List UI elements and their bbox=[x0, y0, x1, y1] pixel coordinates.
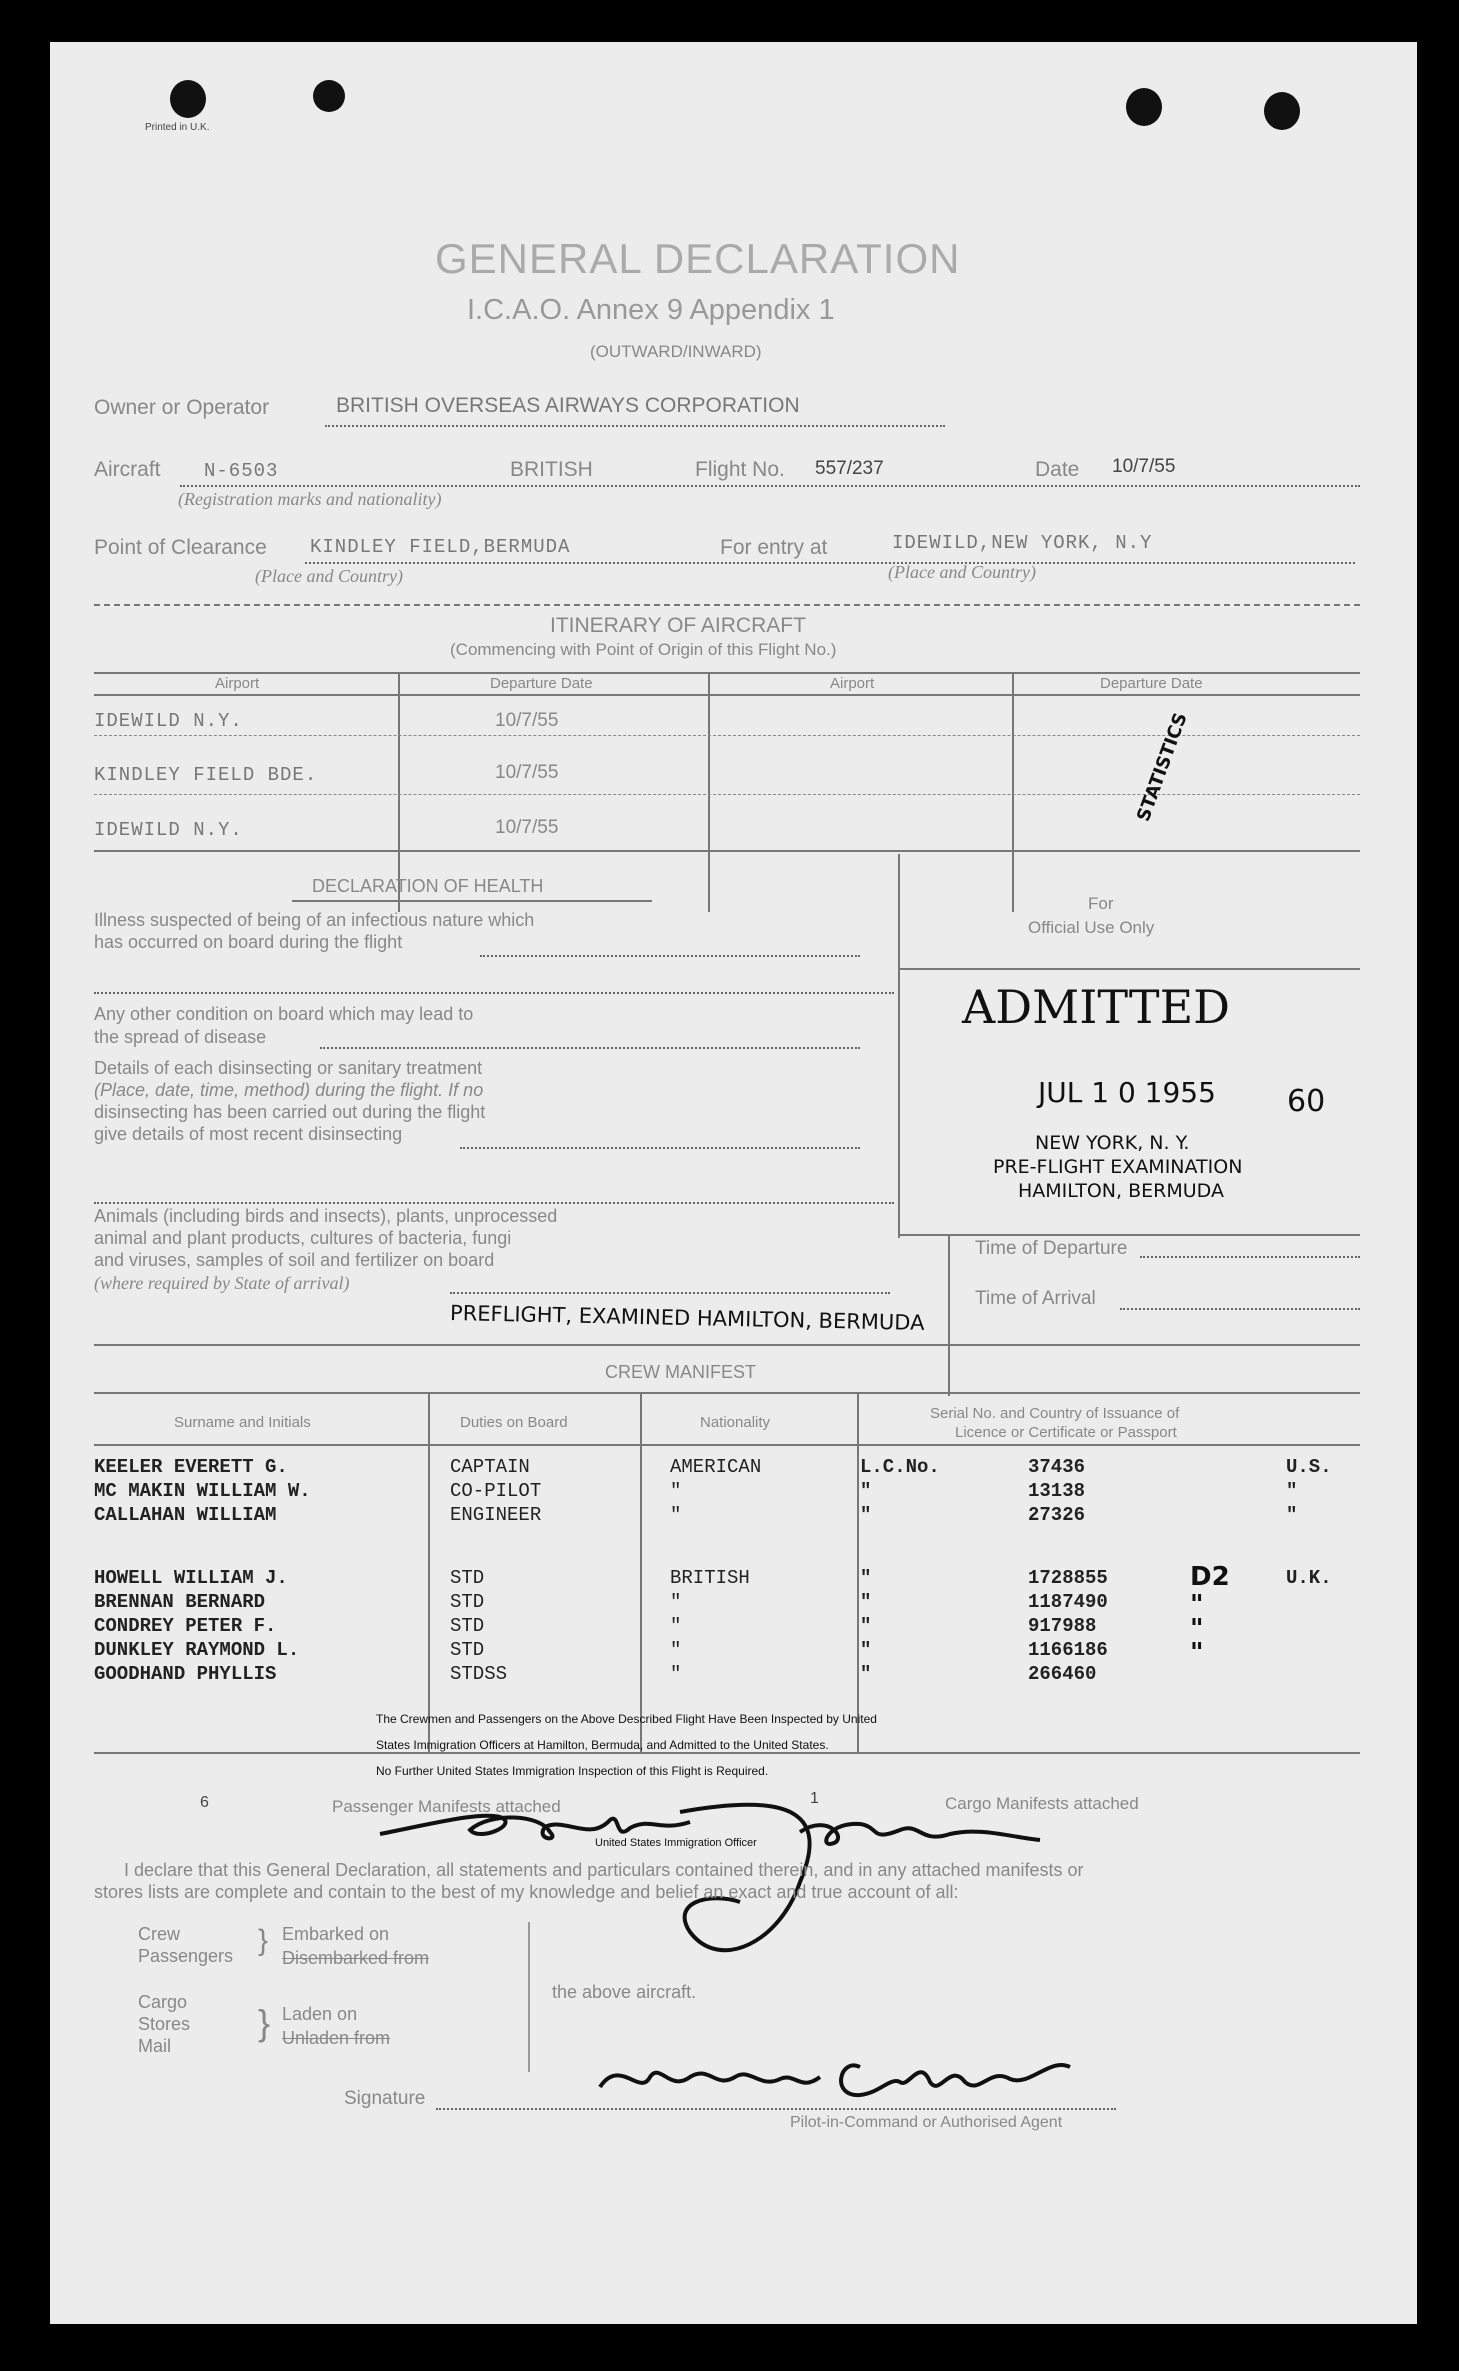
itinerary-header-airport-2: Airport bbox=[830, 675, 875, 692]
form-title: GENERAL DECLARATION bbox=[435, 235, 961, 282]
inspection-line: The Crewmen and Passengers on the Above Described Flight Have Been Inspected by United bbox=[376, 1712, 877, 1726]
entry-note: (Place and Country) bbox=[888, 562, 1036, 582]
checklist-suffix: the above aircraft. bbox=[552, 1982, 697, 2002]
crew-header-nationality: Nationality bbox=[700, 1414, 771, 1431]
punch-hole bbox=[313, 80, 345, 112]
checklist-item: Passengers bbox=[138, 1946, 234, 1966]
checklist-item: Stores bbox=[138, 2014, 191, 2034]
checklist-item: Crew bbox=[138, 1924, 181, 1944]
health-question-line: animal and plant products, cultures of bacteria, fungi bbox=[94, 1228, 512, 1248]
date-label: Date bbox=[1035, 458, 1080, 481]
cargo-manifest-count: 1 bbox=[810, 1790, 819, 1807]
health-question-line: and viruses, samples of soil and fertilizer on board bbox=[94, 1250, 495, 1270]
checklist-brace: } bbox=[258, 2002, 271, 2043]
inspection-line: States Immigration Officers at Hamilton, Bermuda, and Admitted to the United States. bbox=[376, 1738, 829, 1752]
punch-hole bbox=[170, 80, 206, 118]
crew-name: DUNKLEY RAYMOND L. bbox=[94, 1639, 300, 1661]
crew-country: " bbox=[1286, 1504, 1298, 1526]
crew-name: BRENNAN BERNARD bbox=[94, 1591, 266, 1613]
crew-duty: ENGINEER bbox=[450, 1504, 542, 1526]
itinerary-row-airport: IDEWILD N.Y. bbox=[94, 819, 243, 841]
passenger-manifest-count: 6 bbox=[200, 1794, 209, 1811]
crew-duty: CO-PILOT bbox=[450, 1480, 542, 1502]
date-value: 10/7/55 bbox=[1112, 456, 1176, 477]
aircraft-label: Aircraft bbox=[94, 458, 161, 481]
crew-serial: 1187490 bbox=[1028, 1591, 1108, 1613]
health-question-line: (Place, date, time, method) during the flight. If no bbox=[94, 1080, 484, 1100]
clearance-note: (Place and Country) bbox=[255, 566, 403, 586]
crew-annotation: " bbox=[1190, 1614, 1204, 1644]
crew-duty: STD bbox=[450, 1615, 485, 1637]
crew-serial: 13138 bbox=[1028, 1480, 1086, 1502]
departure-time-label: Time of Departure bbox=[975, 1238, 1128, 1259]
crew-country: " bbox=[1286, 1480, 1298, 1502]
crew-nationality: " bbox=[670, 1591, 682, 1613]
arrival-time-label: Time of Arrival bbox=[975, 1288, 1096, 1309]
clearance-value: KINDLEY FIELD,BERMUDA bbox=[310, 536, 571, 558]
health-question-line: Any other condition on board which may lead to bbox=[94, 1004, 474, 1024]
itinerary-header-departure-2: Departure Date bbox=[1100, 675, 1203, 692]
crew-serial: 266460 bbox=[1028, 1663, 1097, 1685]
crew-name: KEELER EVERETT G. bbox=[94, 1456, 288, 1478]
crew-serial: 37436 bbox=[1028, 1456, 1086, 1478]
crew-nationality: " bbox=[670, 1615, 682, 1637]
form-subtitle: I.C.A.O. Annex 9 Appendix 1 bbox=[467, 294, 835, 326]
owner-value: BRITISH OVERSEAS AIRWAYS CORPORATION bbox=[336, 394, 800, 417]
crew-duty: CAPTAIN bbox=[450, 1456, 530, 1478]
declaration-text: I declare that this General Declaration, all statements and particulars contained therein, and in any attached manifests or bbox=[124, 1860, 1084, 1880]
inspection-line: No Further United States Immigration Inspection of this Flight is Required. bbox=[376, 1764, 769, 1778]
crew-serial: 1728855 bbox=[1028, 1567, 1108, 1589]
health-question-line: Animals (including birds and insects), plants, unprocessed bbox=[94, 1206, 558, 1226]
checklist-item: Unladen from bbox=[282, 2028, 391, 2048]
crew-country: U.K. bbox=[1286, 1567, 1332, 1589]
crew-licence-prefix: " bbox=[860, 1504, 872, 1526]
owner-label: Owner or Operator bbox=[94, 396, 270, 419]
crew-name: GOODHAND PHYLLIS bbox=[94, 1663, 277, 1685]
itinerary-row-date: 10/7/55 bbox=[495, 710, 559, 731]
checklist-item: Disembarked from bbox=[282, 1948, 430, 1968]
crew-serial: 27326 bbox=[1028, 1504, 1086, 1526]
cargo-manifest-label: Cargo Manifests attached bbox=[945, 1794, 1139, 1813]
aircraft-registration: N-6503 bbox=[204, 460, 279, 482]
entry-value: IDEWILD,NEW YORK, N.Y bbox=[892, 532, 1153, 554]
itinerary-row-date: 10/7/55 bbox=[495, 817, 559, 838]
checklist-brace: } bbox=[258, 1924, 269, 1957]
admitted-stamp: ADMITTED bbox=[962, 980, 1231, 1034]
health-title: DECLARATION OF HEALTH bbox=[312, 876, 544, 896]
crew-nationality: " bbox=[670, 1663, 682, 1685]
punch-hole bbox=[1126, 88, 1162, 126]
crew-nationality: " bbox=[670, 1504, 682, 1526]
crew-licence-prefix: " bbox=[860, 1591, 872, 1613]
crew-duty: STD bbox=[450, 1567, 485, 1589]
officer-label: United States Immigration Officer bbox=[595, 1837, 757, 1849]
printer-mark: Printed in U.K. bbox=[145, 122, 210, 133]
flight-label: Flight No. bbox=[695, 458, 785, 481]
crew-header-duties: Duties on Board bbox=[460, 1414, 568, 1431]
crew-duty: STD bbox=[450, 1591, 485, 1613]
declaration-form bbox=[50, 42, 1417, 2324]
direction-note: (OUTWARD/INWARD) bbox=[590, 342, 762, 361]
checklist-item: Laden on bbox=[282, 2004, 358, 2024]
signature-label: Signature bbox=[344, 2088, 426, 2109]
crew-nationality: " bbox=[670, 1639, 682, 1661]
passenger-manifest-label: Passenger Manifests attached bbox=[332, 1797, 561, 1816]
crew-country: U.S. bbox=[1286, 1456, 1332, 1478]
pilot-signature bbox=[590, 2037, 1110, 2117]
clearance-label: Point of Clearance bbox=[94, 536, 267, 559]
crew-annotation: D2 bbox=[1190, 1562, 1230, 1592]
crew-licence-prefix: " bbox=[860, 1567, 872, 1589]
itinerary-subtitle: (Commencing with Point of Origin of this Flight No.) bbox=[450, 640, 837, 659]
punch-hole bbox=[1264, 92, 1300, 130]
entry-label: For entry at bbox=[720, 536, 828, 559]
signature-note: Pilot-in-Command or Authorised Agent bbox=[790, 2114, 1063, 2131]
statistics-stamp: STATISTICS bbox=[1133, 710, 1192, 825]
crew-header-serial: Serial No. and Country of Issuance of bbox=[930, 1405, 1180, 1422]
itinerary-row-airport: IDEWILD N.Y. bbox=[94, 710, 243, 732]
crew-licence-prefix: " bbox=[860, 1615, 872, 1637]
admitted-place: NEW YORK, N. Y. bbox=[1035, 1132, 1190, 1154]
health-question-line: has occurred on board during the flight bbox=[94, 932, 403, 952]
crew-header-name: Surname and Initials bbox=[174, 1414, 311, 1431]
admitted-place: PRE-FLIGHT EXAMINATION bbox=[993, 1156, 1243, 1178]
itinerary-title: ITINERARY OF AIRCRAFT bbox=[550, 614, 806, 637]
health-question-line: (where required by State of arrival) bbox=[94, 1273, 350, 1293]
checklist-item: Embarked on bbox=[282, 1924, 390, 1944]
health-question-line: Details of each disinsecting or sanitary treatment bbox=[94, 1058, 483, 1078]
crew-annotation: " bbox=[1190, 1638, 1204, 1668]
official-use: Official Use Only bbox=[1028, 918, 1155, 937]
admitted-place: HAMILTON, BERMUDA bbox=[1018, 1180, 1224, 1202]
crew-annotation: " bbox=[1190, 1590, 1204, 1620]
crew-nationality: BRITISH bbox=[670, 1567, 750, 1589]
declaration-text: stores lists are complete and contain to the best of my knowledge and belief an exact and true account of all: bbox=[94, 1882, 959, 1902]
health-question-line: give details of most recent disinsecting bbox=[94, 1124, 403, 1144]
crew-name: CONDREY PETER F. bbox=[94, 1615, 277, 1637]
crew-serial: 917988 bbox=[1028, 1615, 1097, 1637]
crew-name: CALLAHAN WILLIAM bbox=[94, 1504, 277, 1526]
crew-name: HOWELL WILLIAM J. bbox=[94, 1567, 288, 1589]
itinerary-header-departure: Departure Date bbox=[490, 675, 593, 692]
crew-nationality: " bbox=[670, 1480, 682, 1502]
itinerary-row-airport: KINDLEY FIELD BDE. bbox=[94, 764, 318, 786]
checklist-item: Cargo bbox=[138, 1992, 188, 2012]
itinerary-row-date: 10/7/55 bbox=[495, 762, 559, 783]
crew-header-serial-2: Licence or Certificate or Passport bbox=[955, 1424, 1177, 1441]
admitted-number: 60 bbox=[1287, 1084, 1326, 1119]
itinerary-header-airport: Airport bbox=[215, 675, 260, 692]
health-question-line: the spread of disease bbox=[94, 1027, 267, 1047]
flight-number: 557/237 bbox=[815, 458, 884, 479]
health-question-line: Illness suspected of being of an infectious nature which bbox=[94, 910, 535, 930]
crew-name: MC MAKIN WILLIAM W. bbox=[94, 1480, 311, 1502]
registration-note: (Registration marks and nationality) bbox=[178, 489, 442, 509]
crew-licence-prefix: " bbox=[860, 1480, 872, 1502]
aircraft-nationality: BRITISH bbox=[510, 458, 593, 481]
crew-nationality: AMERICAN bbox=[670, 1456, 762, 1478]
admitted-date: JUL 1 0 1955 bbox=[1038, 1076, 1216, 1109]
checklist-item: Mail bbox=[138, 2036, 172, 2056]
crew-licence-prefix: " bbox=[860, 1663, 872, 1685]
crew-licence-prefix: " bbox=[860, 1639, 872, 1661]
official-for: For bbox=[1088, 894, 1114, 913]
crew-serial: 1166186 bbox=[1028, 1639, 1108, 1661]
crew-licence-prefix: L.C.No. bbox=[860, 1456, 940, 1478]
crew-title: CREW MANIFEST bbox=[605, 1362, 756, 1382]
health-question-line: disinsecting has been carried out during the flight bbox=[94, 1102, 486, 1122]
preflight-stamp: PREFLIGHT, EXAMINED HAMILTON, BERMUDA bbox=[449, 1301, 925, 1335]
crew-duty: STD bbox=[450, 1639, 485, 1661]
crew-duty: STDSS bbox=[450, 1663, 508, 1685]
